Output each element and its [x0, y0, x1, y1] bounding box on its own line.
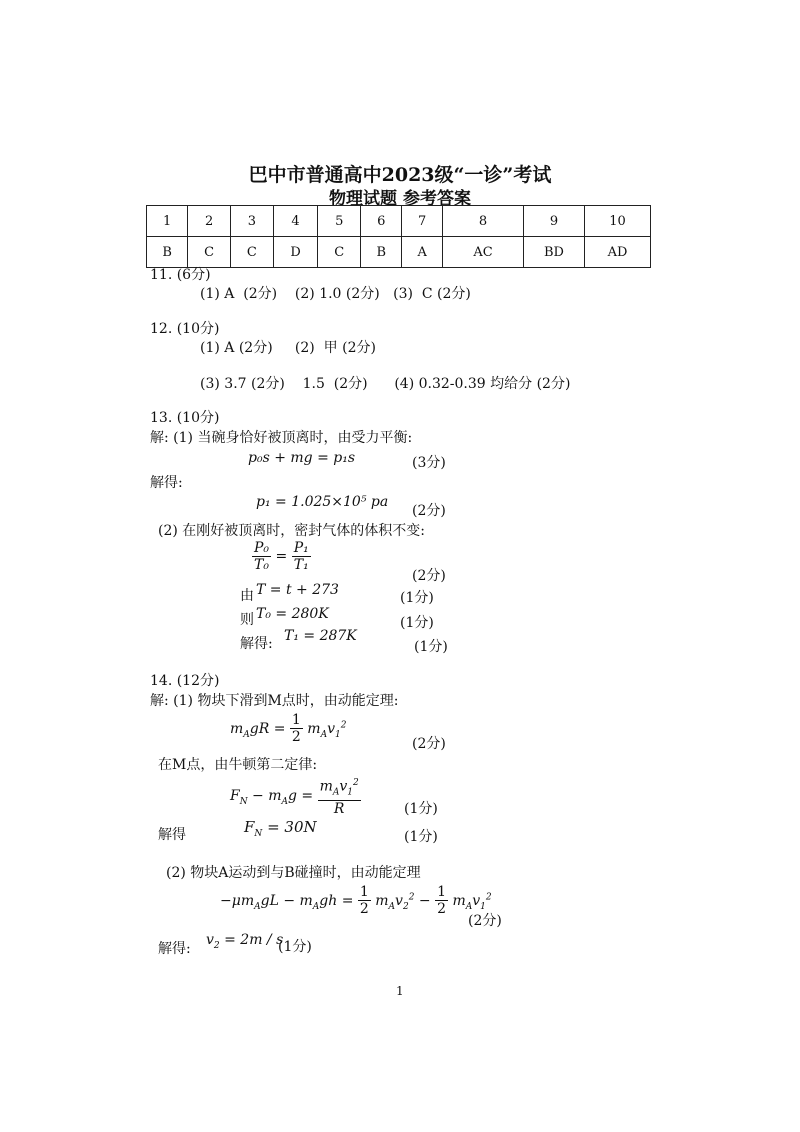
q14-score-4: (2分): [468, 913, 502, 929]
q12-answers-line1: (1) A (2分) (2) 甲 (2分): [200, 340, 376, 356]
table-cell: BD: [524, 237, 585, 268]
q14-equation-2: $F_N - m_Ag$ = $\frac{m_Av_1^2}{R}$: [230, 775, 361, 817]
fraction: $\frac{1}{2}$: [359, 884, 369, 917]
fraction: [292, 540, 311, 573]
fraction-numerator: P₁: [293, 540, 309, 556]
q13-equation-4: T = t + 273: [256, 582, 339, 598]
q13-you: 由: [240, 588, 254, 604]
q13-equation-2: p₁ = 1.025×10⁵ pa: [256, 494, 389, 510]
q14-score-3: (1分): [404, 829, 438, 845]
page-title: 巴中市普通高中2023级“一诊”考试: [248, 164, 552, 186]
table-cell: 8: [443, 206, 524, 237]
fraction-denominator: T₀: [254, 557, 269, 573]
table-cell: 5: [318, 206, 361, 237]
table-cell: 7: [402, 206, 443, 237]
q14-score-2: (1分): [404, 801, 438, 817]
fraction: $\frac{m_Av_1^2}{R}$: [318, 775, 361, 817]
q13-score-2: (2分): [412, 503, 446, 519]
q14-intro: 解: (1) 物块下滑到M点时，由动能定理:: [150, 693, 399, 709]
page-number: 1: [396, 984, 404, 998]
fraction-denominator: T₁: [293, 557, 309, 573]
q13-score-5: (1分): [400, 615, 434, 631]
q13-heading: 13. (10分): [150, 410, 220, 426]
fraction: $\frac{1}{2}$: [437, 884, 446, 917]
q13-ze: 则: [240, 612, 254, 628]
q14-equation-4: $-\mu m_AgL - m_Agh$ = $\frac{1}{2}$ $m_Av_2^2$ − $\frac{1}{2}$ $m_Av_1^2$: [220, 884, 492, 917]
table-cell: AC: [443, 237, 524, 268]
answer-table: [146, 205, 651, 268]
table-cell: C: [230, 237, 273, 268]
table-cell: 4: [273, 206, 318, 237]
q13-equation-3: $\frac{\text{P₀}}{\text{T₀}}$ = $\frac{\text{P₁}}{\text{T₁}}$: [254, 540, 309, 573]
q13-score-3: (2分): [412, 568, 446, 584]
table-cell: 9: [524, 206, 585, 237]
table-cell: 10: [585, 206, 651, 237]
q14-score-1: (2分): [412, 736, 446, 752]
q13-score-6: (1分): [414, 639, 448, 655]
q13-equation-6: T₁ = 287K: [284, 628, 357, 644]
q14-part2: (2) 物块A运动到与B碰撞时，由动能定理: [166, 865, 421, 881]
q14-solve-label: 解得: [158, 827, 186, 843]
fraction: $\frac{1}{2}$: [291, 712, 301, 745]
table-cell: A: [402, 237, 443, 268]
q14-score-5: (1分): [278, 939, 312, 955]
q13-intro: 解: (1) 当碗身恰好被顶离时，由受力平衡:: [150, 430, 413, 446]
q14-solve-label-2: 解得:: [158, 941, 191, 957]
q14-heading: 14. (12分): [150, 673, 220, 689]
q12-answers-line2: (3) 3.7 (2分) 1.5 (2分) (4) 0.32-0.39 均给分 (2分): [200, 376, 571, 392]
page-subtitle: 物理试题 参考答案: [329, 189, 471, 209]
table-cell: AD: [585, 237, 651, 268]
q11-heading: 11. (6分): [150, 267, 211, 283]
fraction-numerator: P₀: [254, 540, 270, 556]
q14-equation-3: $F_N = 30N$: [244, 818, 317, 839]
answer-table-answer-row: [147, 237, 651, 268]
q14-equation-5: $v_2 = 2m / s$: [206, 932, 284, 951]
table-cell: B: [361, 237, 402, 268]
q12-heading: 12. (10分): [150, 321, 220, 337]
fraction: [252, 540, 271, 573]
q13-equation-1: p₀s + mg = p₁s: [248, 450, 356, 466]
q13-part2: (2) 在刚好被顶离时，密封气体的体积不变:: [158, 523, 425, 539]
q13-score-4: (1分): [400, 590, 434, 606]
q11-answers: (1) A (2分) (2) 1.0 (2分) (3) C (2分): [200, 286, 471, 302]
q13-solve-label: 解得:: [150, 475, 183, 491]
q14-newton: 在M点，由牛顿第二定律:: [158, 757, 318, 773]
q13-score-1: (3分): [412, 455, 446, 471]
table-cell: C: [188, 237, 231, 268]
table-cell: D: [273, 237, 318, 268]
table-cell: 6: [361, 206, 402, 237]
table-cell: B: [147, 237, 188, 268]
q14-equation-1: $m_AgR$ = $\frac{1}{2}$ $m_Av_1^2$: [230, 712, 347, 745]
table-cell: 1: [147, 206, 188, 237]
table-cell: C: [318, 237, 361, 268]
q13-equation-5: T₀ = 280K: [256, 606, 329, 622]
q13-solve-label-2: 解得:: [240, 636, 273, 652]
table-cell: 2: [188, 206, 231, 237]
answer-table-number-row: [147, 206, 651, 237]
table-cell: 3: [230, 206, 273, 237]
